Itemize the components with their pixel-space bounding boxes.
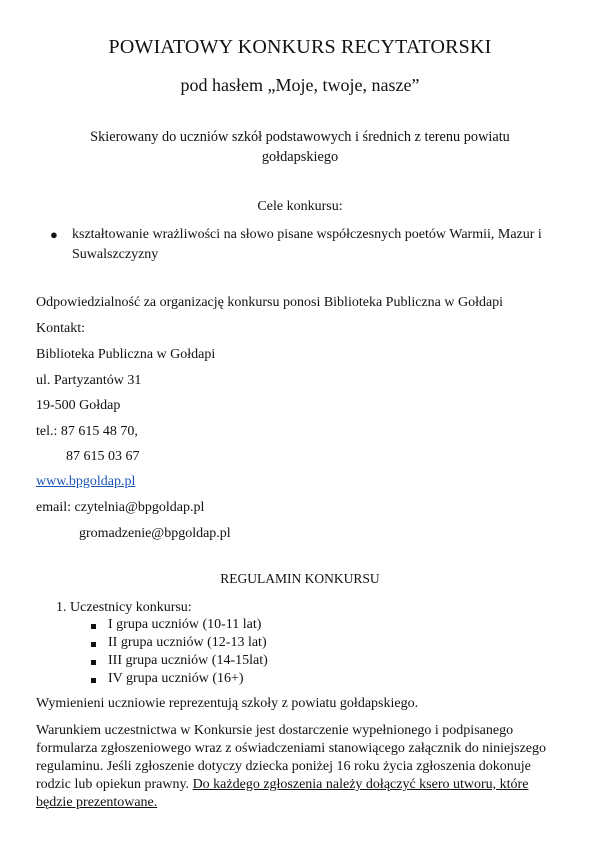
- contact-phone: tel.: 87 615 48 70,: [36, 424, 138, 439]
- group-item: II grupa uczniów (12-13 lat): [108, 635, 267, 650]
- square-bullet-icon: [91, 624, 96, 629]
- paragraph-line: regulaminu. Jeśli zgłoszenie dotyczy dziecka poniżej 16 roku życia zgłoszenia dokonuje: [36, 759, 531, 774]
- contact-email-2: gromadzenie@bpgoldap.pl: [79, 526, 231, 541]
- square-bullet-icon: [91, 678, 96, 683]
- regulations-heading: REGULAMIN KONKURSU: [220, 571, 380, 586]
- page-title: POWIATOWY KONKURS RECYTATORSKI: [108, 36, 492, 58]
- paragraph-line: [36, 794, 566, 812]
- paragraph-line: [36, 776, 566, 794]
- intro-text: [40, 127, 560, 167]
- contact-name: Biblioteka Publiczna w Gołdapi: [36, 347, 216, 362]
- participation-paragraph: [36, 722, 566, 812]
- participants-note: Wymienieni uczniowie reprezentują szkoły z powiatu gołdapskiego.: [36, 696, 419, 711]
- paragraph-line: Warunkiem uczestnictwa w Konkursie jest dostarczenie wypełnionego i podpisanego: [36, 723, 514, 738]
- intro-line: Skierowany do uczniów szkół podstawowych i średnich z terenu powiatu: [90, 129, 510, 145]
- paragraph-text: rodzic lub opiekun prawny.: [36, 777, 193, 792]
- goal-item: [50, 225, 572, 265]
- page-subtitle: pod hasłem „Moje, twoje, nasze”: [180, 75, 420, 95]
- goals-heading: Cele konkursu:: [257, 199, 343, 214]
- intro-line: gołdapskiego: [261, 149, 339, 165]
- group-item: I grupa uczniów (10-11 lat): [108, 617, 262, 632]
- underlined-requirement: będzie prezentowane.: [36, 795, 158, 810]
- contact-label: Kontakt:: [36, 321, 85, 336]
- bullet-dot-icon: ●: [50, 227, 58, 242]
- goal-line: Suwalszczyzny: [72, 247, 159, 262]
- underlined-requirement: Do każdego zgłoszenia należy dołączyć ksero utworu, które: [192, 777, 529, 792]
- group-item: III grupa uczniów (14-15lat): [108, 653, 268, 668]
- group-item: IV grupa uczniów (16+): [108, 671, 244, 686]
- paragraph-line: formularza zgłoszeniowego wraz z oświadczeniami stanowiącego załącznik do niniejszego: [36, 741, 547, 756]
- square-bullet-icon: [91, 642, 96, 647]
- website-link[interactable]: www.bpgoldap.pl: [36, 474, 136, 489]
- square-bullet-icon: [91, 660, 96, 665]
- goal-line: kształtowanie wrażliwości na słowo pisane współczesnych poetów Warmii, Mazur i: [72, 227, 542, 242]
- contact-city: 19-500 Gołdap: [36, 398, 121, 413]
- contact-email: email: czytelnia@bpgoldap.pl: [36, 500, 205, 515]
- responsibility-text: Odpowiedzialność za organizację konkursu ponosi Biblioteka Publiczna w Gołdapi: [36, 295, 504, 310]
- contact-street: ul. Partyzantów 31: [36, 373, 142, 388]
- contact-phone-2: 87 615 03 67: [66, 449, 140, 464]
- list-item-participants: 1. Uczestnicy konkursu:: [56, 600, 192, 615]
